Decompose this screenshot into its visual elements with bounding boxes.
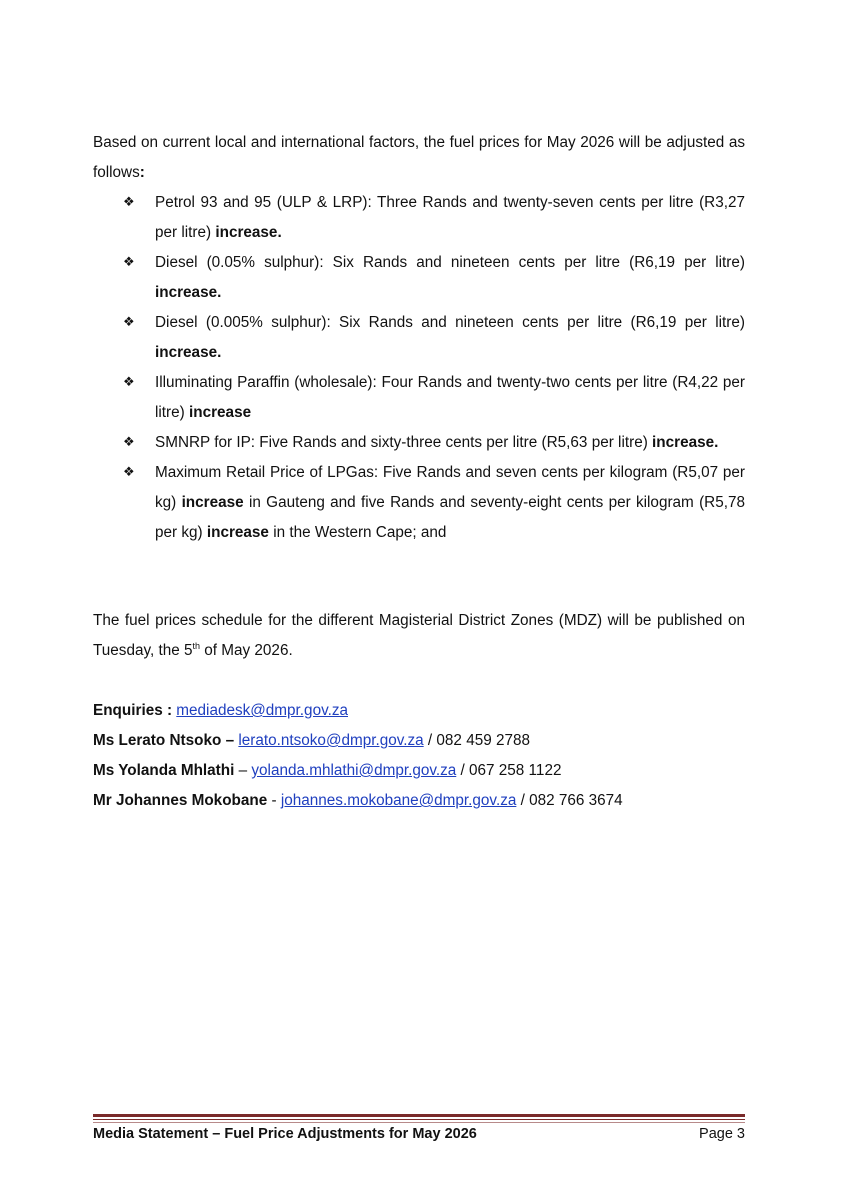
contact-sep: - (267, 792, 277, 809)
list-item (93, 308, 745, 368)
bullet-bold: increase. (652, 434, 719, 451)
enquiries-block (93, 696, 745, 816)
contact-sep: – (234, 762, 248, 779)
bullet-text-after: in Gauteng and five Rands and seventy-eight cents per kilogram (R5,78 per kg) (155, 494, 746, 541)
footer-divider-light (93, 1122, 745, 1123)
schedule-paragraph (93, 606, 745, 666)
footer-divider (93, 1114, 745, 1117)
contact-email-link[interactable]: johannes.mokobane@dmpr.gov.za (280, 792, 517, 809)
schedule-text: The fuel prices schedule for the different Magisterial District Zones (MDZ) will be published on Tuesday, the 5 (93, 612, 745, 659)
diamond-bullet-icon: ❖ (123, 255, 135, 270)
intro-colon: : (139, 164, 145, 181)
list-item (93, 428, 745, 458)
bullet-text: SMNRP for IP: Five Rands and sixty-three cents per litre (R5,63 per litre) (155, 434, 648, 451)
contact-line (93, 756, 745, 786)
bullet-bold: increase. (215, 224, 282, 241)
bullet-bold: increase (181, 494, 244, 511)
mediadesk-email-link[interactable]: mediadesk@dmpr.gov.za (176, 702, 348, 719)
bullet-text: Illuminating Paraffin (wholesale): Four Rands and twenty-two cents per litre (R4,22 per litre) (155, 374, 745, 421)
diamond-bullet-icon: ❖ (123, 315, 135, 330)
bullet-text: Petrol 93 and 95 (ULP & LRP): Three Rands and twenty-seven cents per litre (R3,27 per litre) (155, 194, 745, 241)
contact-email-link[interactable]: yolanda.mhlathi@dmpr.gov.za (251, 762, 457, 779)
schedule-text-end: of May 2026. (200, 642, 293, 659)
bullet-text-after-2: in the Western Cape; and (268, 524, 447, 541)
intro-paragraph (93, 128, 745, 188)
contact-line (93, 786, 745, 816)
contact-phone: / 082 459 2788 (427, 732, 530, 749)
bullet-bold: increase (189, 404, 252, 421)
list-item (93, 248, 745, 308)
fuel-price-list (93, 188, 745, 548)
contact-line (93, 726, 745, 756)
contact-phone: / 067 258 1122 (460, 762, 562, 779)
page-number: Page 3 (699, 1126, 745, 1142)
diamond-bullet-icon: ❖ (123, 435, 135, 450)
footer-title: Media Statement – Fuel Price Adjustments for May 2026 (93, 1126, 477, 1142)
bullet-bold: increase. (155, 344, 222, 361)
diamond-bullet-icon: ❖ (123, 195, 135, 210)
list-item (93, 458, 745, 548)
contact-email-link[interactable]: lerato.ntsoko@dmpr.gov.za (238, 732, 424, 749)
diamond-bullet-icon: ❖ (123, 465, 135, 480)
intro-text: Based on current local and international factors, the fuel prices for May 2026 will be adjusted as follows (93, 134, 745, 181)
enquiries-label: Enquiries : (93, 702, 173, 719)
contact-name: Mr Johannes Mokobane (93, 792, 268, 809)
contact-name: Ms Lerato Ntsoko – (93, 732, 235, 749)
diamond-bullet-icon: ❖ (123, 375, 135, 390)
list-item (93, 188, 745, 248)
bullet-text: Diesel (0.05% sulphur): Six Rands and nineteen cents per litre (R6,19 per litre) (155, 254, 745, 271)
schedule-ordinal: th (192, 640, 201, 651)
list-item (93, 368, 745, 428)
bullet-bold-2: increase (206, 524, 269, 541)
enquiries-line (93, 696, 745, 726)
bullet-text: Diesel (0.005% sulphur): Six Rands and nineteen cents per litre (R6,19 per litre) (155, 314, 745, 331)
bullet-bold: increase. (155, 284, 222, 301)
contact-name: Ms Yolanda Mhlathi (93, 762, 235, 779)
bullet-text: Maximum Retail Price of LPGas: Five Rands and seven cents per kilogram (R5,07 per kg) (155, 464, 745, 511)
footer-divider-thin (93, 1119, 745, 1120)
contact-phone: / 082 766 3674 (520, 792, 623, 809)
